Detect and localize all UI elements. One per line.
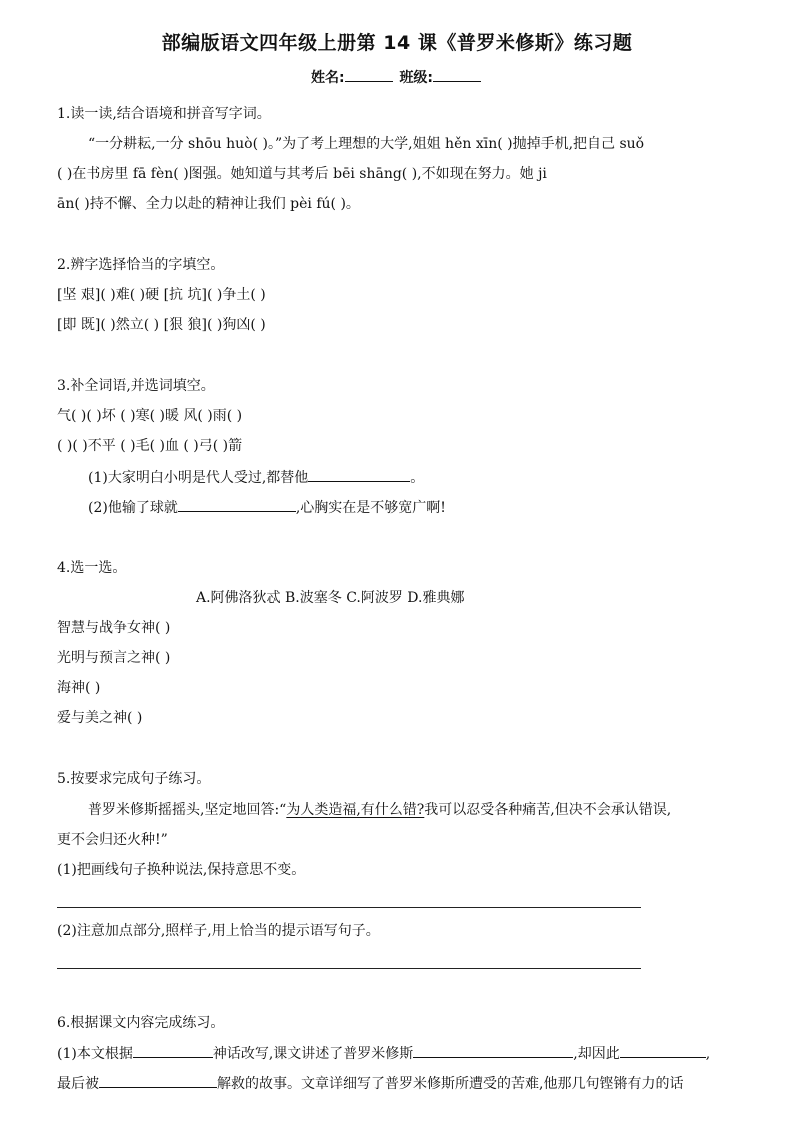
q6-heading: 6.根据课文内容完成练习。 [57, 1015, 225, 1031]
q6-text-c: ,却因此 [573, 1046, 620, 1062]
q6-blank-story[interactable] [413, 1043, 573, 1058]
q6-line-1 [57, 1043, 710, 1064]
q5-passage-line-1 [88, 800, 671, 820]
q6-text-a: (1)本文根据 [57, 1046, 133, 1062]
q4-options: A.阿佛洛狄忒 B.波塞冬 C.阿波罗 D.雅典娜 [196, 590, 465, 606]
q3-sentence-2-text: (2)他输了球就 [88, 500, 178, 516]
q3-heading: 3.补全词语,并选词填空。 [57, 378, 215, 394]
q3-sentence-2 [88, 497, 446, 518]
q5-underlined-sentence: 为人类造福,有什么错? [286, 802, 425, 818]
q1-heading: 1.读一读,结合语境和拼音写字词。 [57, 106, 271, 122]
name-label: 姓名: [310, 70, 345, 86]
q5-passage-text-b: 我可以忍受各种痛苦,但决不会承认错误, [424, 802, 672, 818]
q1-line-3: ān( )持不懈、全力以赴的精神让我们 pèi fú( )。 [57, 196, 360, 212]
q4-item-apollo: 光明与预言之神( ) [57, 650, 171, 666]
q3-line-2: ( )( )不平 ( )毛( )血 ( )弓( )箭 [57, 438, 243, 454]
q1-line-1: “一分耕耘,一分 shōu huò( )。”为了考上理想的大学,姐姐 hěn xīn( )抛掉手机,把自己 suǒ [88, 136, 645, 152]
q3-sentence-1 [88, 467, 424, 488]
q6-blank-myth[interactable] [133, 1043, 213, 1058]
q2-line-1: [坚 艰]( )难( )硬 [抗 坑]( )争土( ) [57, 287, 266, 303]
q5-passage-text-a: 普罗米修斯摇摇头,坚定地回答:“ [88, 802, 287, 818]
q5-heading: 5.按要求完成句子练习。 [57, 771, 211, 787]
q2-line-2: [即 既]( )然立( ) [狠 狼]( )狗凶( ) [57, 317, 266, 333]
page-title: 部编版语文四年级上册第 14 课《普罗米修斯》练习题 [161, 32, 633, 54]
q6-text-d: , [705, 1046, 711, 1062]
name-class-bar [0, 67, 794, 87]
q3-sentence-1-blank[interactable] [308, 467, 410, 482]
q3-line-1: 气( )( )坏 ( )寒( )暖 风( )雨( ) [57, 408, 243, 424]
class-label: 班级: [399, 70, 434, 86]
q6-text-e: 最后被 [57, 1076, 99, 1092]
q6-line-2 [57, 1073, 683, 1094]
q6-blank-rescuer[interactable] [99, 1073, 217, 1088]
q5-sub-2: (2)注意加点部分,照样子,用上恰当的提示语写句子。 [57, 923, 380, 939]
q5-answer-line-2[interactable] [57, 968, 641, 969]
q6-blank-result[interactable] [620, 1043, 706, 1058]
q3-sentence-1-text: (1)大家明白小明是代人受过,都替他 [88, 470, 309, 486]
q4-heading: 4.选一选。 [57, 560, 127, 576]
class-blank[interactable] [433, 67, 481, 82]
q3-sentence-1-end: 。 [410, 470, 425, 486]
q5-passage-line-2: 更不会归还火种!” [57, 832, 168, 848]
q4-item-athena: 智慧与战争女神( ) [57, 620, 171, 636]
q6-text-b: 神话改写,课文讲述了普罗米修斯 [212, 1046, 414, 1062]
name-blank[interactable] [345, 67, 393, 82]
q6-text-f: 解救的故事。文章详细写了普罗米修斯所遭受的苦难,他那几句铿锵有力的话 [217, 1076, 684, 1092]
q5-answer-line-1[interactable] [57, 907, 641, 908]
q2-heading: 2.辨字选择恰当的字填空。 [57, 257, 225, 273]
q5-sub-1: (1)把画线句子换种说法,保持意思不变。 [57, 862, 306, 878]
q4-item-poseidon: 海神( ) [57, 680, 101, 696]
q1-line-2: ( )在书房里 fā fèn( )图强。她知道与其考后 bēi shāng( ),不如现在努力。她 ji [57, 166, 547, 182]
q3-sentence-2-end: ,心胸实在是不够宽广啊! [295, 500, 446, 516]
q4-item-aphrodite: 爱与美之神( ) [57, 710, 143, 726]
q3-sentence-2-blank[interactable] [178, 497, 296, 512]
